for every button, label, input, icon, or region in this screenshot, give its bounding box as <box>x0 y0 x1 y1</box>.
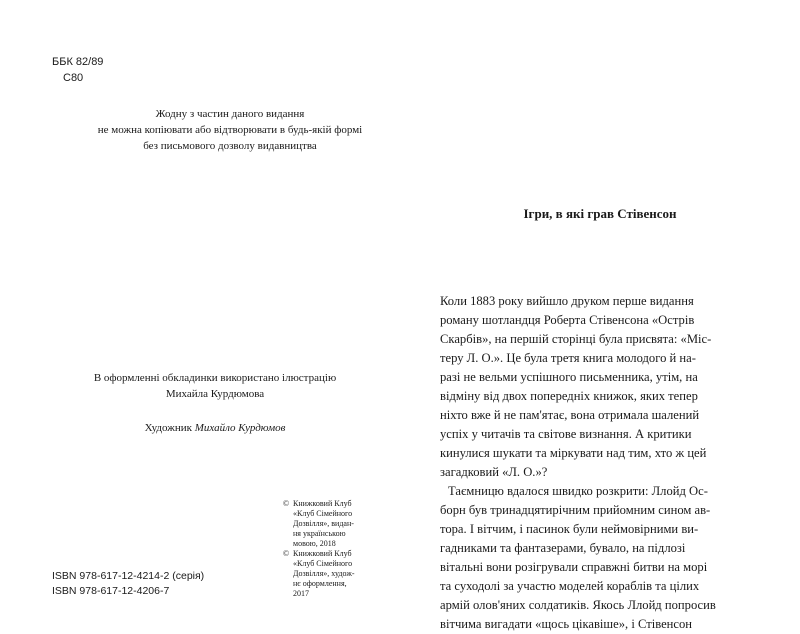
text-line: Скарбів», на першій сторінці була присвята: «Міс- <box>440 332 712 346</box>
artist-label: Художник <box>144 422 192 434</box>
publisher-line: Книжковий Клуб <box>293 499 352 508</box>
text-line: Таємницю вдалося швидко розкрити: Ллойд Ос- <box>448 484 708 498</box>
cover-illustration-note <box>40 370 390 402</box>
text-line: вітчима вигадати «щось цікавіше», і Стівенсон <box>440 617 693 631</box>
copyright-notice-line: не можна копіювати або відтворювати в будь-якій формі <box>97 124 363 136</box>
publisher-line: мовою, 2018 <box>293 539 336 548</box>
text-line: разі не вельми успішного письменника, утім, на <box>440 370 698 384</box>
publisher-line: Дозвілля», худож- <box>293 569 355 578</box>
text-line: борн був тринадцятирічним прийомним сином ав- <box>440 503 711 517</box>
publisher-line: нє оформлення, <box>293 579 347 588</box>
isbn-book: ISBN 978-617-12-4206-7 <box>52 585 170 597</box>
text-line: відміну від двох попередніх книжок, яких тепер <box>440 389 698 403</box>
text-line: Коли 1883 року вийшло друком перше видання <box>440 294 694 308</box>
publisher-line: Дозвілля», видан- <box>293 519 354 528</box>
text-line: успіх у читачів та світове визнання. А критики <box>440 427 692 441</box>
copyright-notice-line: Жодну з частин даного видання <box>155 108 305 120</box>
text-line: вітальні вони розігрували справжні битви на морі <box>440 560 708 574</box>
text-line: роману шотландця Роберта Стівенсона «Острів <box>440 313 695 327</box>
cover-note-line: В оформленні обкладинки використано ілюстрацію <box>93 372 337 384</box>
publisher-line: Книжковий Клуб <box>293 549 352 558</box>
artist-name: Михайло Курдюмов <box>194 422 286 434</box>
copyright-symbol: © <box>283 499 290 508</box>
copyright-symbol: © <box>283 549 290 558</box>
text-line: теру Л. О.». Це була третя книга молодого й на- <box>440 351 696 365</box>
text-line: та суходолі за участю моделей кораблів та цілих <box>440 579 700 593</box>
publisher-line: 2017 <box>293 589 309 598</box>
publisher-notice <box>283 549 403 599</box>
isbn-series: ISBN 978-617-12-4214-2 (серія) <box>52 570 205 582</box>
left-page <box>0 0 400 633</box>
chapter-title: Ігри, в які грав Стівенсон <box>523 206 677 221</box>
copyright-notice-line: без письмового дозволу видавництва <box>143 140 317 152</box>
bbk-code: ББК 82/89 <box>52 56 104 68</box>
cover-note-line: Михайла Курдюмова <box>165 388 265 400</box>
author-mark: С80 <box>63 72 84 84</box>
body-text <box>440 292 776 634</box>
text-line: кинулися шукати та міркувати над тим, хто ж цей <box>440 446 707 460</box>
text-line: гадниками та фантазерами, бувало, на підлозі <box>440 541 686 555</box>
publisher-line: ня українською <box>293 529 346 538</box>
bbk-classification <box>52 54 103 86</box>
artist-credit <box>40 422 390 434</box>
publisher-notice <box>283 499 403 549</box>
publisher-line: «Клуб Сімейного <box>293 559 353 568</box>
text-line: армій олов'яних солдатиків. Якось Ллойд попросив <box>440 598 716 612</box>
text-line: ніхто вже й не пам'ятає, вона отримала шалений <box>440 408 700 422</box>
copyright-notice <box>60 106 400 154</box>
text-line: тора. І вітчим, і пасинок були неймовірними ви- <box>440 522 699 536</box>
text-line: загадковий «Л. О.»? <box>440 465 548 479</box>
isbn-block <box>52 569 204 599</box>
publisher-line: «Клуб Сімейного <box>293 509 353 518</box>
publisher-notices <box>283 499 403 599</box>
